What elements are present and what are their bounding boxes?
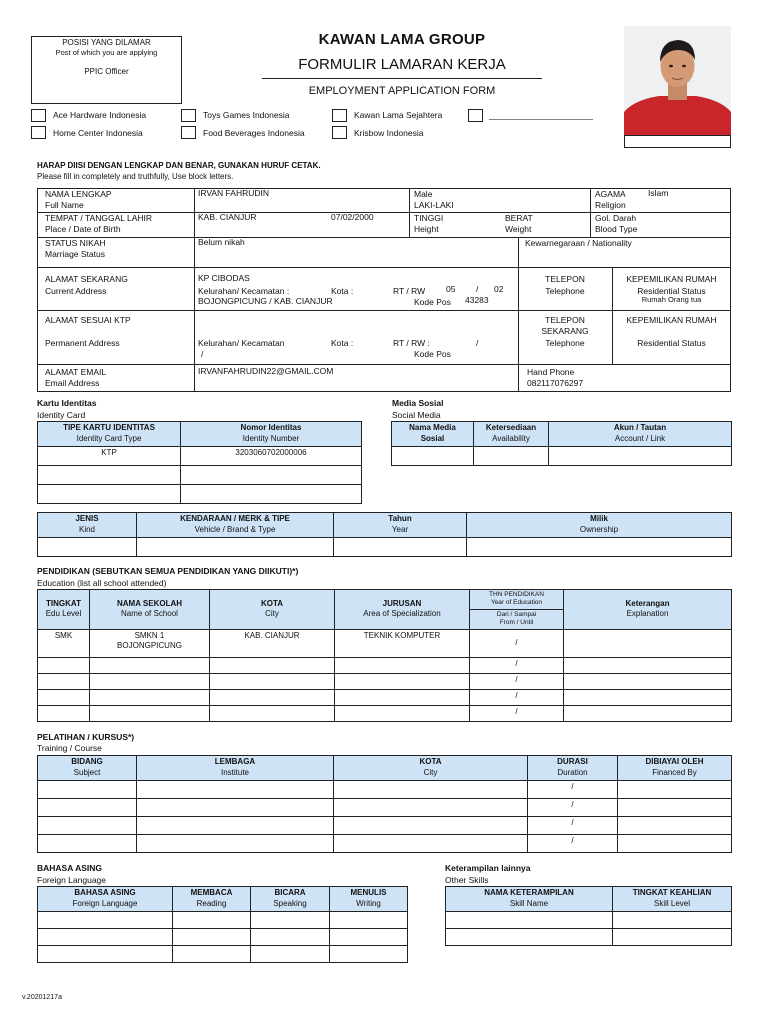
language-cell[interactable]: [38, 911, 173, 928]
education-table: [37, 589, 732, 722]
vehicle-cell[interactable]: [137, 537, 334, 556]
label-food-beverages: Food Beverages Indonesia: [203, 128, 305, 138]
label-krisbow: Krisbow Indonesia: [354, 128, 424, 138]
phone-label: TELEPON: [545, 274, 585, 284]
title-underline: [262, 78, 542, 79]
education-cell[interactable]: [38, 689, 90, 705]
education-cell[interactable]: [90, 657, 210, 673]
ktp-kelurahan-label: Kelurahan/ Kecamatan: [198, 338, 285, 348]
kelurahan-label: Kelurahan/ Kecamatan :: [198, 286, 290, 296]
language-cell[interactable]: [173, 911, 251, 928]
house-label-en: Residential Status: [637, 286, 706, 296]
checkbox-food-beverages[interactable]: [181, 126, 196, 139]
row-divider: [37, 310, 731, 311]
education-cell[interactable]: [210, 657, 335, 673]
training-cell[interactable]: [38, 780, 137, 798]
identity-title-en: Identity Card: [37, 410, 86, 420]
training-cell[interactable]: [618, 816, 732, 834]
social-title: Media Sosial: [392, 398, 444, 408]
training-cell[interactable]: [137, 798, 334, 816]
skills-header: NAMA KETERAMPILAN Skill Name: [446, 887, 613, 912]
education-cell[interactable]: SMKN 1 BOJONGPICUNG: [90, 629, 210, 657]
gender-value[interactable]: Male: [414, 189, 433, 199]
phone2-label: TELEPON: [545, 315, 585, 325]
ktp-kel-slash: /: [201, 349, 204, 359]
identity-type-cell[interactable]: [38, 485, 181, 504]
education-cell[interactable]: [38, 705, 90, 721]
birth-place-value[interactable]: KAB. CIANJUR: [198, 212, 257, 222]
marital-label-en: Marriage Status: [45, 249, 105, 259]
language-cell[interactable]: [173, 945, 251, 962]
phone-label-en: Telephone: [545, 286, 585, 296]
checkbox-kawan-lama[interactable]: [332, 109, 347, 122]
identity-table: [37, 421, 362, 504]
language-header: MEMBACA Reading: [173, 887, 251, 912]
ktp-kota-label: Kota :: [331, 338, 354, 348]
training-title: PELATIHAN / KURSUS*): [37, 732, 135, 742]
education-cell[interactable]: [335, 705, 470, 721]
marital-label: STATUS NIKAH: [45, 238, 106, 248]
gender-id-value[interactable]: LAKI-LAKI: [414, 200, 454, 210]
ktp-postcode-label: Kode Pos: [414, 349, 451, 359]
language-cell[interactable]: [38, 945, 173, 962]
training-table: [37, 755, 732, 853]
version-label: v.20201217a: [22, 994, 62, 1001]
vehicle-header: KENDARAAN / MERK & TIPE Vehicle / Brand & Type: [137, 513, 334, 538]
training-cell[interactable]: /: [528, 816, 618, 834]
vehicle-header: Milik Ownership: [467, 513, 732, 538]
weight-label: BERAT: [505, 213, 533, 223]
training-cell[interactable]: [618, 834, 732, 852]
education-cell[interactable]: [210, 705, 335, 721]
education-cell[interactable]: [335, 689, 470, 705]
education-cell[interactable]: [335, 657, 470, 673]
education-cell[interactable]: [210, 673, 335, 689]
education-title-en: Education (list all school attended): [37, 578, 167, 588]
language-header: BICARA Speaking: [251, 887, 330, 912]
language-title-en: Foreign Language: [37, 875, 107, 885]
label-ace: Ace Hardware Indonesia: [53, 110, 147, 120]
label-kawan-lama: Kawan Lama Sejahtera: [354, 110, 443, 120]
training-cell[interactable]: [137, 816, 334, 834]
training-cell[interactable]: [137, 834, 334, 852]
skills-header: TINGKAT KEAHLIAN Skill Level: [613, 887, 732, 912]
height-label: TINGGI: [414, 213, 444, 223]
education-cell[interactable]: [564, 657, 732, 673]
social-cell[interactable]: [392, 447, 474, 466]
training-cell[interactable]: [334, 816, 528, 834]
language-table: [37, 886, 408, 963]
address-line3[interactable]: BOJONGPICUNG / KAB. CIANJUR: [198, 296, 333, 306]
vehicle-cell[interactable]: [467, 537, 732, 556]
training-cell[interactable]: /: [528, 780, 618, 798]
instruction-id: HARAP DIISI DENGAN LENGKAP DAN BENAR, GUNAKAN HURUF CETAK.: [37, 161, 321, 170]
education-header: KOTA City: [210, 590, 335, 630]
house2-label-en: Residential Status: [637, 338, 706, 348]
weight-label-en: Weight: [505, 224, 532, 234]
language-cell[interactable]: [251, 911, 330, 928]
identity-number-cell[interactable]: [181, 466, 362, 485]
education-cell[interactable]: [210, 689, 335, 705]
col-divider: [409, 188, 410, 237]
social-header: Ketersediaan Availability: [474, 422, 549, 447]
phone2-label-en: Telephone: [545, 338, 585, 348]
checkbox-other[interactable]: [468, 109, 483, 122]
company-name: KAWAN LAMA GROUP: [318, 31, 486, 48]
training-header: DIBIAYAI OLEH Financed By: [618, 756, 732, 781]
training-cell[interactable]: [38, 816, 137, 834]
training-cell[interactable]: [38, 798, 137, 816]
skills-cell[interactable]: [446, 928, 613, 945]
rw-value[interactable]: 02: [494, 284, 504, 294]
language-cell[interactable]: [38, 928, 173, 945]
vehicle-cell[interactable]: [38, 537, 137, 556]
blood-label: Gol. Darah: [595, 213, 637, 223]
education-cell[interactable]: /: [470, 673, 564, 689]
social-header: Nama Media Sosial: [392, 422, 474, 447]
training-cell[interactable]: [334, 834, 528, 852]
training-cell[interactable]: /: [528, 798, 618, 816]
language-header: BAHASA ASING Foreign Language: [38, 887, 173, 912]
education-cell[interactable]: [90, 689, 210, 705]
education-cell[interactable]: TEKNIK KOMPUTER: [335, 629, 470, 657]
address-line1[interactable]: KP CIBODAS: [198, 273, 250, 283]
label-toys: Toys Games Indonesia: [203, 110, 290, 120]
social-title-en: Social Media: [392, 410, 441, 420]
email-label-en: Email Address: [45, 378, 100, 388]
marital-value[interactable]: Belum nikah: [198, 237, 245, 247]
social-cell[interactable]: [474, 447, 549, 466]
col-divider: [590, 188, 591, 237]
label-home-center: Home Center Indonesia: [53, 128, 143, 138]
identity-type-cell[interactable]: KTP: [38, 447, 181, 466]
form-title: FORMULIR LAMARAN KERJA: [298, 56, 506, 73]
instruction-en: Please fill in completely and truthfully, Use block letters.: [37, 172, 234, 181]
row-divider: [37, 267, 731, 268]
name-label: NAMA LENGKAP: [45, 189, 112, 199]
name-label-en: Full Name: [45, 200, 84, 210]
row-divider: [37, 364, 731, 365]
skills-title-en: Other Skills: [445, 875, 489, 885]
language-cell[interactable]: [330, 945, 408, 962]
education-cell[interactable]: [564, 673, 732, 689]
ktp-address-label-en: Permanent Address: [45, 338, 120, 348]
religion-label: AGAMA: [595, 189, 626, 199]
education-cell[interactable]: [90, 705, 210, 721]
email-label: ALAMAT EMAIL: [45, 367, 107, 377]
language-cell[interactable]: [173, 928, 251, 945]
training-header: LEMBAGA Institute: [137, 756, 334, 781]
social-table: [391, 421, 732, 466]
education-cell[interactable]: /: [470, 689, 564, 705]
skills-cell[interactable]: [613, 911, 732, 928]
education-cell[interactable]: [90, 673, 210, 689]
height-label-en: Height: [414, 224, 439, 234]
education-cell[interactable]: /: [470, 657, 564, 673]
training-cell[interactable]: [618, 798, 732, 816]
identity-type-cell[interactable]: [38, 466, 181, 485]
education-header: NAMA SEKOLAH Name of School: [90, 590, 210, 630]
checkbox-ace[interactable]: [31, 109, 46, 122]
education-header: TINGKAT Edu Level: [38, 590, 90, 630]
skills-table: [445, 886, 732, 946]
training-cell[interactable]: [334, 780, 528, 798]
phone2-label-b: SEKARANG: [541, 326, 589, 336]
religion-value[interactable]: Islam: [648, 188, 669, 198]
training-cell[interactable]: [38, 834, 137, 852]
postcode-label: Kode Pos: [414, 297, 451, 307]
language-cell[interactable]: [330, 911, 408, 928]
language-cell[interactable]: [251, 945, 330, 962]
position-label: POSISI YANG DILAMAR: [62, 38, 151, 47]
photo-caption-box: [624, 135, 731, 148]
checkbox-toys[interactable]: [181, 109, 196, 122]
house-label: KEPEMILIKAN RUMAH: [626, 274, 717, 284]
identity-header: TIPE KARTU IDENTITAS Identity Card Type: [38, 422, 181, 447]
education-cell[interactable]: [335, 673, 470, 689]
skills-cell[interactable]: [446, 911, 613, 928]
checkbox-home-center[interactable]: [31, 126, 46, 139]
skills-title: Keterampilan lainnya: [445, 863, 531, 873]
kota-label: Kota :: [331, 286, 354, 296]
training-header: BIDANG Subject: [38, 756, 137, 781]
training-header: DURASI Duration: [528, 756, 618, 781]
ktp-address-label: ALAMAT SESUAI KTP: [45, 315, 131, 325]
education-header: JURUSAN Area of Specialization: [335, 590, 470, 630]
identity-number-cell[interactable]: [181, 485, 362, 504]
identity-title: Kartu Identitas: [37, 398, 97, 408]
vehicle-cell[interactable]: [334, 537, 467, 556]
language-header: MENULIS Writing: [330, 887, 408, 912]
col-divider: [194, 188, 195, 392]
education-cell[interactable]: KAB. CIANJUR: [210, 629, 335, 657]
checkbox-krisbow[interactable]: [332, 126, 347, 139]
education-cell[interactable]: [564, 689, 732, 705]
language-title: BAHASA ASING: [37, 863, 103, 873]
education-cell[interactable]: [564, 705, 732, 721]
skills-cell[interactable]: [613, 928, 732, 945]
position-value[interactable]: PPIC Officer: [84, 67, 129, 76]
nationality-label: Kewarnegaraan / Nationality: [525, 238, 632, 248]
house2-label: KEPEMILIKAN RUMAH: [626, 315, 717, 325]
form-subtitle: EMPLOYMENT APPLICATION FORM: [308, 85, 496, 97]
birth-date-value[interactable]: 07/02/2000: [331, 212, 374, 222]
training-cell[interactable]: [137, 780, 334, 798]
education-cell[interactable]: /: [470, 705, 564, 721]
ktp-rtrw-slash: /: [476, 338, 479, 348]
rtrw-label: RT / RW: [393, 286, 426, 296]
label-other[interactable]: ______________________: [489, 110, 594, 120]
religion-label-en: Religion: [595, 200, 626, 210]
full-name-value[interactable]: IRVAN FAHRUDIN: [198, 188, 270, 198]
handphone-value[interactable]: 082117076297: [527, 378, 584, 388]
education-cell[interactable]: /: [470, 629, 564, 657]
identity-header: Nomor Identitas Identity Number: [181, 422, 362, 447]
education-cell[interactable]: SMK: [38, 629, 90, 657]
training-title-en: Training / Course: [37, 743, 102, 753]
training-cell[interactable]: [618, 780, 732, 798]
training-cell[interactable]: [334, 798, 528, 816]
social-cell[interactable]: [549, 447, 732, 466]
position-label-en: Post of which you are applying: [55, 48, 158, 57]
rt-value[interactable]: 05: [446, 284, 456, 294]
vehicle-table: [37, 512, 732, 557]
social-header: Akun / Tautan Account / Link: [549, 422, 732, 447]
education-cell[interactable]: [564, 629, 732, 657]
rt-slash: /: [476, 284, 479, 294]
house-value[interactable]: Rumah Orang tua: [641, 295, 702, 304]
education-header: Keterangan Explanation: [564, 590, 732, 630]
language-cell[interactable]: [330, 928, 408, 945]
postcode-value[interactable]: 43283: [465, 295, 489, 305]
education-title: PENDIDIKAN (SEBUTKAN SEMUA PENDIDIKAN YANG DIIKUTI)*): [37, 566, 299, 576]
training-header: KOTA City: [334, 756, 528, 781]
address-label: ALAMAT SEKARANG: [45, 274, 128, 284]
email-value[interactable]: IRVANFAHRUDIN22@GMAIL.COM: [198, 366, 334, 376]
address-label-en: Current Address: [45, 286, 107, 296]
vehicle-header: Tahun Year: [334, 513, 467, 538]
birth-label: TEMPAT / TANGGAL LAHIR: [45, 213, 153, 223]
birth-label-en: Place / Date of Birth: [45, 224, 121, 234]
training-cell[interactable]: /: [528, 834, 618, 852]
education-cell[interactable]: [38, 657, 90, 673]
language-cell[interactable]: [251, 928, 330, 945]
education-cell[interactable]: [38, 673, 90, 689]
education-year-header: THN PENDIDIKAN Year of Education Dari / Sampai From / Until: [470, 590, 564, 630]
ktp-rtrw-label: RT / RW :: [393, 338, 430, 348]
identity-number-cell[interactable]: 3203060702000006: [181, 447, 362, 466]
applicant-photo: [624, 26, 731, 135]
blood-label-en: Blood Type: [595, 224, 638, 234]
vehicle-header: JENIS Kind: [38, 513, 137, 538]
handphone-label: Hand Phone: [527, 367, 575, 377]
